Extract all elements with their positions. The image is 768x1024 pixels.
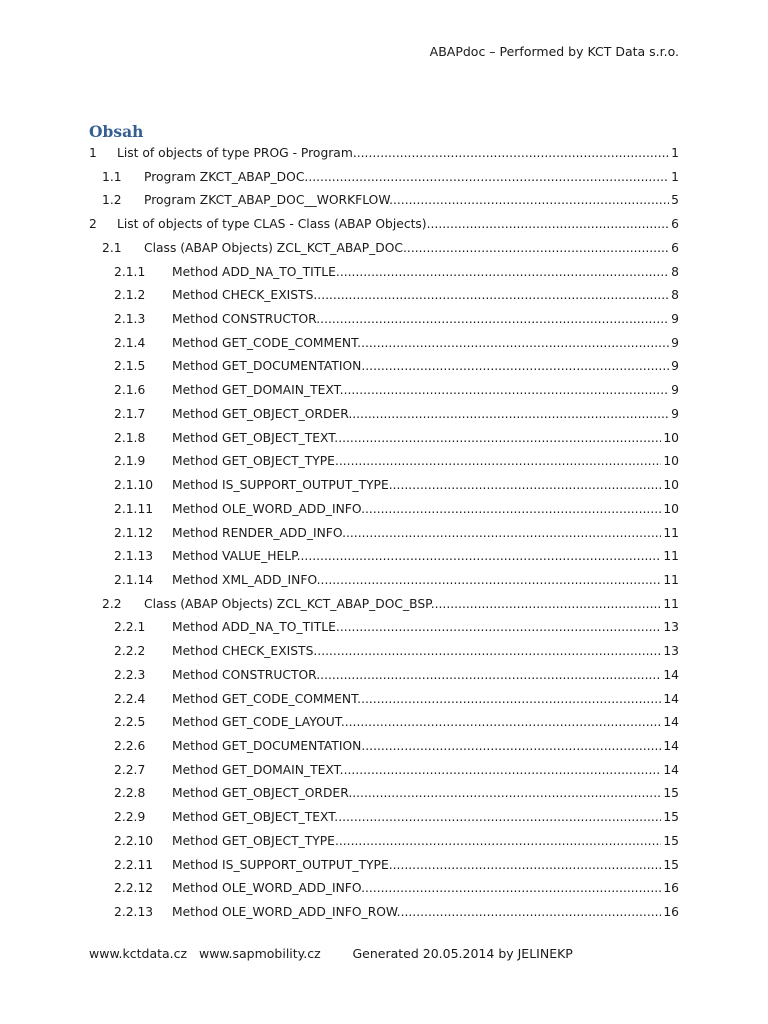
toc-entry-number: 2.2.9	[114, 810, 146, 825]
toc-entry-page: 11	[662, 545, 679, 569]
toc-entry-title: Method RENDER_ADD_INFO	[172, 525, 343, 540]
toc-entry-number: 2.2.10	[114, 833, 154, 848]
toc-entry-number: 1.2	[102, 193, 122, 208]
toc-entry-title: Method XML_ADD_INFO	[172, 572, 317, 587]
toc-entry-page: 9	[670, 332, 679, 356]
toc-entry-number: 2.1.10	[114, 478, 154, 493]
toc-entry-title: Method CHECK_EXISTS	[172, 644, 314, 659]
toc-entry[interactable]	[89, 332, 679, 356]
toc-entry-page: 10	[662, 450, 679, 474]
toc-entry[interactable]	[89, 759, 679, 783]
toc-entry-title: Method GET_DOCUMENTATION	[172, 359, 362, 374]
toc-entry[interactable]	[89, 355, 679, 379]
toc-entry[interactable]	[89, 308, 679, 332]
toc-entry[interactable]	[89, 474, 679, 498]
toc-entry-number: 2.1.11	[114, 501, 154, 516]
toc-entry[interactable]	[89, 711, 679, 735]
toc-entry-number: 2.1.8	[114, 430, 146, 445]
toc-entry-page: 9	[670, 403, 679, 427]
toc-entry-title: Method GET_DOCUMENTATION	[172, 738, 362, 753]
toc-entry-page: 1	[670, 166, 679, 190]
toc-entry[interactable]	[89, 166, 679, 190]
toc-entry-title: Method GET_CODE_COMMENT	[172, 691, 358, 706]
toc-entry-number: 2.2.4	[114, 691, 146, 706]
toc-entry[interactable]	[89, 237, 679, 261]
toc-entry-title: Method GET_OBJECT_ORDER	[172, 406, 349, 421]
toc-entry-page: 10	[662, 498, 679, 522]
toc-entry[interactable]	[89, 806, 679, 830]
toc-heading: Obsah	[89, 122, 144, 141]
toc-entry-page: 11	[662, 593, 679, 617]
toc-entry-number: 2.2.8	[114, 786, 146, 801]
toc-entry-title: List of objects of type PROG - Program	[117, 146, 353, 160]
toc-entry-number: 2.2.6	[114, 738, 146, 753]
toc-entry-title: Method GET_OBJECT_TYPE	[172, 833, 335, 848]
toc-entry-number: 2.1.6	[114, 383, 146, 398]
toc-entry-title: Program ZKCT_ABAP_DOC__WORKFLOW	[144, 193, 390, 208]
toc-entry-title: Method OLE_WORD_ADD_INFO	[172, 501, 362, 516]
toc-entry-title: Method CONSTRUCTOR	[172, 312, 317, 327]
toc-entry[interactable]	[89, 782, 679, 806]
toc-entry[interactable]	[89, 688, 679, 712]
toc-entry-title: Method IS_SUPPORT_OUTPUT_TYPE	[172, 478, 389, 493]
table-of-contents	[89, 142, 679, 925]
toc-entry-title: Method GET_DOMAIN_TEXT	[172, 762, 340, 777]
toc-entry-title: Class (ABAP Objects) ZCL_KCT_ABAP_DOC_BSP	[144, 596, 431, 611]
toc-entry-title: Method CONSTRUCTOR	[172, 667, 317, 682]
toc-entry-number: 2.2.5	[114, 715, 146, 730]
toc-entry-title: Program ZKCT_ABAP_DOC	[144, 169, 305, 184]
toc-entry[interactable]	[89, 284, 679, 308]
toc-entry-title: Method GET_OBJECT_TEXT	[172, 430, 335, 445]
toc-entry-number: 2.2.13	[114, 905, 154, 919]
toc-entry[interactable]	[89, 569, 679, 593]
toc-entry[interactable]	[89, 522, 679, 546]
toc-entry-page: 14	[662, 664, 679, 688]
toc-entry-page: 14	[662, 711, 679, 735]
toc-entry-title: Method GET_OBJECT_ORDER	[172, 786, 349, 801]
toc-entry-title: Method GET_OBJECT_TEXT	[172, 810, 335, 825]
toc-entry-number: 2.1.2	[114, 288, 146, 303]
toc-entry-page: 8	[670, 284, 679, 308]
toc-entry-number: 2.1.1	[114, 264, 146, 279]
toc-entry-number: 2.2.11	[114, 857, 154, 872]
toc-entry-number: 2.2.7	[114, 762, 146, 777]
toc-entry-title: Method ADD_NA_TO_TITLE	[172, 620, 336, 635]
toc-entry[interactable]	[89, 664, 679, 688]
toc-entry-page: 14	[662, 735, 679, 759]
toc-entry-page: 10	[662, 427, 679, 451]
page-header: ABAPdoc – Performed by KCT Data s.r.o.	[429, 44, 679, 59]
toc-entry-number: 2.2.2	[114, 644, 146, 659]
toc-entry-number: 2.2.3	[114, 667, 146, 682]
toc-entry[interactable]	[89, 450, 679, 474]
toc-entry[interactable]	[89, 379, 679, 403]
toc-entry-title: Method GET_CODE_LAYOUT	[172, 715, 341, 730]
toc-entry-page: 16	[662, 877, 679, 901]
toc-entry[interactable]	[89, 213, 679, 237]
toc-entry-page: 9	[670, 308, 679, 332]
toc-entry-page: 11	[662, 569, 679, 593]
toc-entry-title: Method GET_OBJECT_TYPE	[172, 454, 335, 469]
toc-entry-title: Method IS_SUPPORT_OUTPUT_TYPE	[172, 857, 389, 872]
toc-entry-page: 15	[662, 854, 679, 878]
toc-entry-title: Method OLE_WORD_ADD_INFO_ROW	[172, 905, 397, 919]
toc-entry-title: Method OLE_WORD_ADD_INFO	[172, 881, 362, 896]
toc-entry-page: 1	[670, 142, 679, 166]
toc-entry[interactable]	[89, 593, 679, 617]
toc-entry-page: 11	[662, 522, 679, 546]
toc-entry[interactable]	[89, 877, 679, 901]
toc-entry-number: 2.1.13	[114, 549, 154, 564]
toc-entry-page: 10	[662, 474, 679, 498]
toc-entry-page: 9	[670, 355, 679, 379]
toc-entry-page: 13	[662, 640, 679, 664]
toc-entry-title: Method VALUE_HELP	[172, 549, 297, 564]
toc-entry[interactable]	[89, 735, 679, 759]
toc-entry[interactable]	[89, 545, 679, 569]
toc-entry[interactable]	[89, 403, 679, 427]
toc-entry-number: 2.1.12	[114, 525, 154, 540]
toc-entry[interactable]	[89, 189, 679, 213]
toc-entry-page: 16	[662, 901, 679, 925]
toc-entry[interactable]	[89, 830, 679, 854]
toc-entry-title: Method GET_CODE_COMMENT	[172, 335, 358, 350]
toc-entry[interactable]	[89, 616, 679, 640]
toc-entry-number: 2.2	[102, 596, 122, 611]
page-footer: www.kctdata.cz www.sapmobility.cz Generated 20.05.2014 by JELINEKP	[89, 946, 573, 961]
toc-entry-number: 2.2.1	[114, 620, 146, 635]
toc-entry-number: 2.2.12	[114, 881, 154, 896]
toc-entry-title: Class (ABAP Objects) ZCL_KCT_ABAP_DOC	[144, 240, 404, 255]
toc-entry-number: 2.1.5	[114, 359, 146, 374]
toc-entry-page: 8	[670, 261, 679, 285]
toc-entry-page: 14	[662, 688, 679, 712]
toc-entry-number: 1.1	[102, 169, 122, 184]
toc-entry-page: 13	[662, 616, 679, 640]
toc-entry[interactable]	[89, 261, 679, 285]
toc-entry-page: 6	[670, 213, 679, 237]
toc-entry[interactable]	[89, 427, 679, 451]
toc-entry-page: 9	[670, 379, 679, 403]
toc-entry[interactable]	[89, 498, 679, 522]
toc-entry-number: 2.1.3	[114, 312, 146, 327]
toc-entry-number: 2.1.7	[114, 406, 146, 421]
toc-entry-page: 15	[662, 806, 679, 830]
toc-entry-number: 1	[89, 146, 97, 160]
toc-entry-title: Method ADD_NA_TO_TITLE	[172, 264, 336, 279]
toc-entry-number: 2	[89, 217, 97, 232]
toc-entry-page: 5	[670, 189, 679, 213]
toc-entry[interactable]	[89, 142, 679, 166]
toc-entry-page: 15	[662, 782, 679, 806]
toc-entry-number: 2.1.9	[114, 454, 146, 469]
toc-entry-title: List of objects of type CLAS - Class (ABAP Objects)	[117, 217, 427, 232]
toc-entry[interactable]	[89, 640, 679, 664]
toc-entry-number: 2.1.14	[114, 572, 154, 587]
toc-entry-page: 15	[662, 830, 679, 854]
toc-entry-number: 2.1.4	[114, 335, 146, 350]
toc-entry[interactable]	[89, 901, 679, 925]
toc-entry-page: 14	[662, 759, 679, 783]
toc-entry-title: Method GET_DOMAIN_TEXT	[172, 383, 340, 398]
toc-entry-number: 2.1	[102, 240, 122, 255]
toc-entry-page: 6	[670, 237, 679, 261]
toc-entry-title: Method CHECK_EXISTS	[172, 288, 314, 303]
toc-entry[interactable]	[89, 854, 679, 878]
